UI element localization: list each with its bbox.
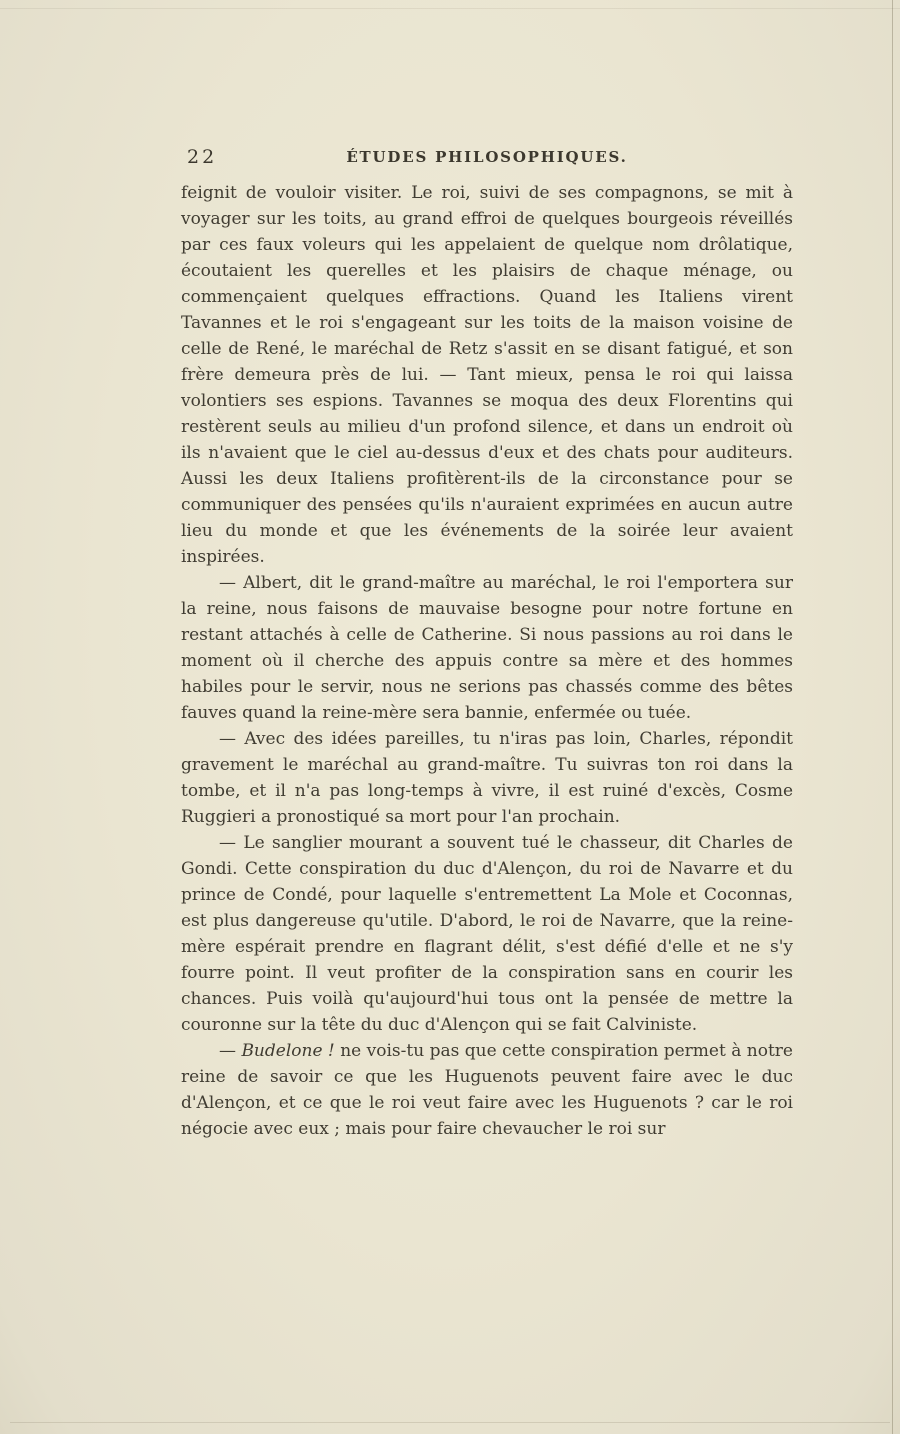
scan-edge-top (0, 8, 900, 9)
paragraph (181, 180, 793, 570)
paragraph (181, 1038, 793, 1142)
paragraph (181, 570, 793, 726)
paragraph (181, 830, 793, 1038)
text-segment: — Le sanglier mourant a souvent tué le chasseur, dit Charles de Gondi. Cette conspiration du duc d'Alençon, du roi de Navarre et du prince de Condé, pour laquelle s'entremettent La Mole et Coconnas, est plus dangereuse qu'utile. D'abord, le roi de Navarre, que la reine-mère espérait prendre en flagrant délit, s'est défié d'elle et ne s'y fourre point. Il veut profiter de la conspiration sans en courir les chances. Puis voilà qu'aujourd'hui tous ont la pensée de mettre la couronne sur la tête du duc d'Alençon qui se fait Calviniste. (181, 833, 793, 1035)
text-segment: — (219, 1041, 242, 1061)
text-segment: ne vois-tu pas que cette conspiration permet à notre reine de savoir ce que les Huguenots peuvent faire avec le duc d'Alençon, et ce que le roi veut faire avec les Huguenots ? car le roi négocie avec eux ; mais pour faire chevaucher le roi sur (181, 1041, 793, 1139)
page-header (181, 144, 793, 170)
text-segment: — Albert, dit le grand-maître au maréchal, le roi l'emportera sur la reine, nous faisons de mauvaise besogne pour notre fortune en restant attachés à celle de Catherine. Si nous passions au roi dans le moment où il cherche des appuis contre sa mère et des hommes habiles pour le servir, nous ne serions pas chassés comme des bêtes fauves quand la reine-mère sera bannie, enfermée ou tuée. (181, 573, 793, 723)
page-number: 22 (187, 146, 218, 168)
text-segment: — Avec des idées pareilles, tu n'iras pas loin, Charles, répondit gravement le maréchal au grand-maître. Tu suivras ton roi dans la tombe, et il n'a pas long-temps à vivre, il est ruiné d'excès, Cosme Ruggieri a pronostiqué sa mort pour l'an prochain. (181, 729, 793, 827)
scan-edge-bottom (10, 1422, 890, 1423)
paragraph (181, 726, 793, 830)
text-segment: feignit de vouloir visiter. Le roi, suivi de ses compagnons, se mit à voyager sur les toits, au grand effroi de quelques bourgeois réveillés par ces faux voleurs qui les appelaient de quelque nom drôlatique, écoutaient les querelles et les plaisirs de chaque ménage, ou commençaient quelques effractions. Quand les Italiens virent Tavannes et le roi s'engageant sur les toits de la maison voisine de celle de René, le maréchal de Retz s'assit en se disant fatigué, et son frère demeura près de lui. — Tant mieux, pensa le roi qui laissa volontiers ses espions. Tavannes se moqua des deux Florentins qui restèrent seuls au milieu d'un profond silence, et dans un endroit où ils n'avaient que le ciel au-dessus d'eux et des chats pour auditeurs. Aussi les deux Italiens profitèrent-ils de la circonstance pour se communiquer des pensées qu'ils n'auraient exprimées en aucun autre lieu du monde et que les événements de la soirée leur avaient inspirées. (181, 183, 793, 567)
text-segment: Budelone ! (241, 1041, 335, 1061)
running-title: ÉTUDES PHILOSOPHIQUES. (346, 148, 628, 166)
page-body (181, 180, 793, 1142)
scan-edge-right (892, 0, 893, 1434)
